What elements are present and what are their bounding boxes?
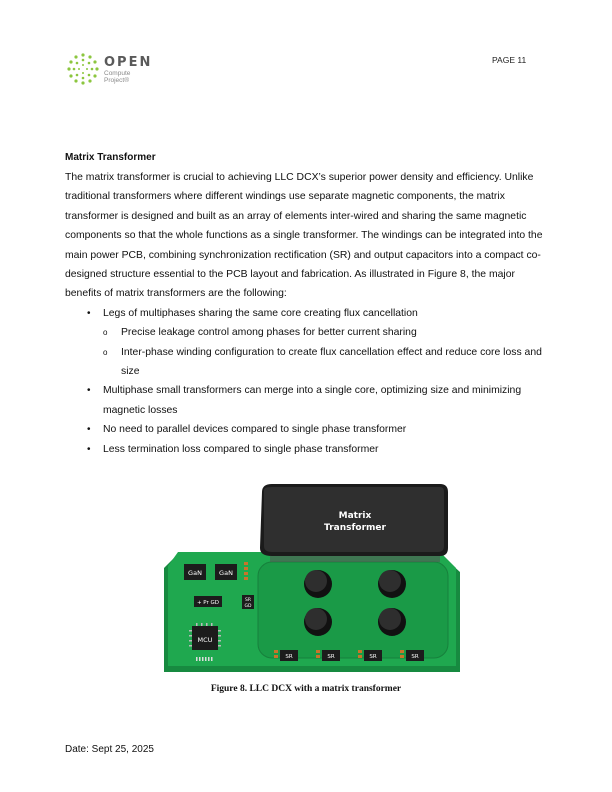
transformer-label-line1: Matrix (338, 511, 372, 521)
pcb-illustration (160, 484, 466, 676)
figure-caption: Figure 8. LLC DCX with a matrix transformer (210, 684, 402, 694)
logo-wordmark: OPEN (104, 55, 153, 70)
ocp-dots-icon (66, 52, 100, 86)
list-item (65, 381, 549, 420)
gan-label-2: GaN (219, 569, 233, 577)
mcu-label: MCU (197, 636, 213, 644)
figure-matrix-transformer (160, 484, 466, 676)
gan-label-1: GaN (188, 569, 202, 577)
sr-label-1: SR (285, 654, 293, 660)
section-paragraph: The matrix transformer is crucial to achieving LLC DCX’s superior power density and efficiency. Unlike traditional transformers where different windings use separate magnetic components, the matrix transformer is designed and built as an array of elements inter-wired and sharing the same magnetic components so that the whole functions as a single transformer. The windings can be integrated into the main power PCB, combining synchronization rectification (SR) and output capacitors into a compact co-designed structure essential to the PCB layout and fabrication. As illustrated in Figure 8, the major benefits of matrix transformers are the following: (65, 172, 543, 300)
sub-bullet-text: Precise leakage control among phases for better current sharing (121, 327, 417, 339)
transformer-area (258, 562, 448, 658)
sub-list-item (65, 323, 549, 342)
sr-gd-label-2: GD (244, 604, 252, 609)
list-item (65, 420, 549, 439)
sub-list (65, 323, 549, 381)
list-item (65, 304, 549, 382)
section-body (65, 168, 549, 459)
logo-line-1: Compute (104, 70, 131, 77)
transformer-label-line2: Transformer (324, 523, 386, 533)
sr-gd-label-1: SR (245, 598, 251, 603)
bullet-text: Multiphase small transformers can merge into a single core, optimizing size and minimizing magnetic losses (103, 385, 522, 416)
sub-list-item (65, 343, 549, 382)
sub-bullet-text: Inter-phase winding configuration to create flux cancellation effect and reduce core loss and size (121, 346, 542, 378)
bullet-text: Legs of multiphases sharing the same core creating flux cancellation (103, 307, 418, 319)
sr-label-2: SR (327, 654, 335, 660)
sr-label-3: SR (369, 654, 377, 660)
benefits-list (65, 304, 549, 459)
document-date: Date: Sept 25, 2025 (65, 744, 154, 755)
section-heading: Matrix Transformer (65, 152, 156, 163)
sr-label-4: SR (411, 654, 419, 660)
page-number: PAGE 11 (492, 55, 527, 65)
bullet-text: Less termination loss compared to single phase transformer (103, 443, 379, 455)
open-compute-project-logo (66, 52, 156, 88)
list-item (65, 440, 549, 459)
logo-line-2: Project® (104, 77, 130, 84)
bullet-text: No need to parallel devices compared to single phase transformer (103, 424, 407, 436)
pr-gd-label: + Pr GD (196, 600, 220, 606)
